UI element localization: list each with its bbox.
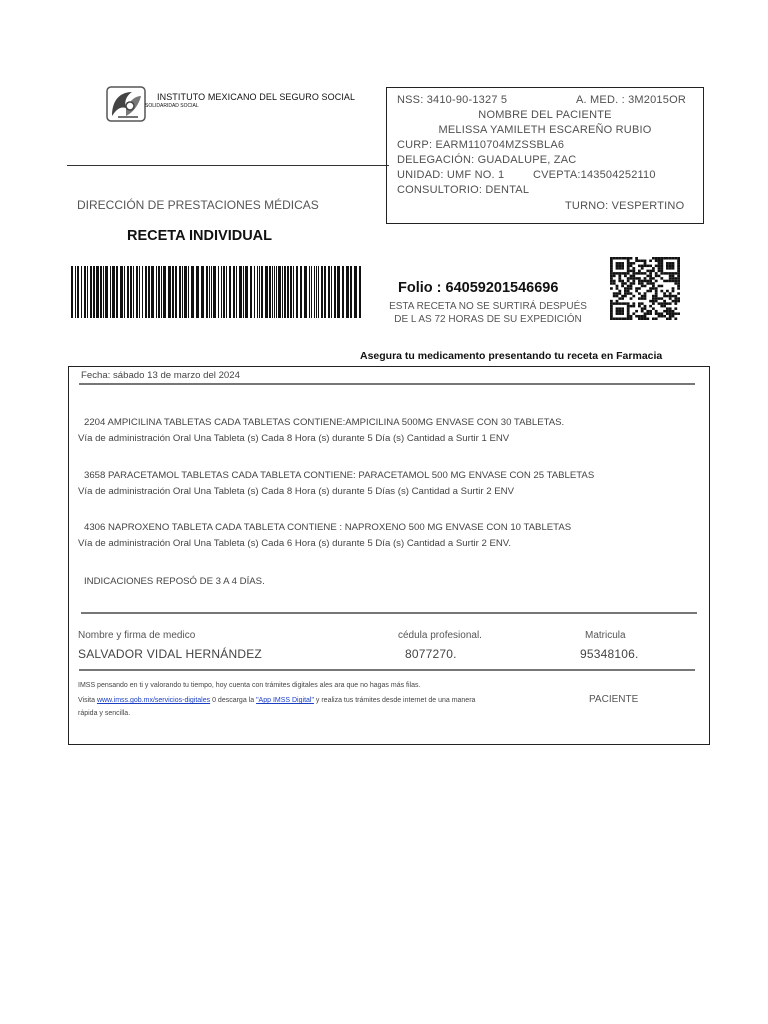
nss-field: NSS: 3410-90-1327 5 — [397, 94, 508, 106]
cedula-value: 8077270. — [405, 647, 457, 661]
unidad-field: UNIDAD: UMF NO. 1 — [397, 169, 505, 181]
prescription-date: Fecha: sábado 13 de marzo del 2024 — [81, 370, 240, 381]
body-divider — [81, 612, 697, 614]
a-med-field: A. MED. : 3M2015OR — [576, 94, 686, 106]
cvepta-field: CVEPTA:143504252110 — [533, 169, 656, 181]
signature-divider — [79, 669, 695, 671]
med-item-3-line2: Vía de administración Oral Una Tableta (s) Cada 6 Hora (s) durante 5 Día (s) Cantidad a Surtir 2 ENV. — [78, 538, 511, 549]
direccion-heading: DIRECCIÓN DE PRESTACIONES MÉDICAS — [77, 198, 319, 212]
page-title: RECETA INDIVIDUAL — [127, 228, 272, 244]
imss-services-link[interactable]: www.imss.gob.mx/servicios-digitales — [96, 697, 211, 704]
prescription-box — [68, 366, 710, 745]
date-divider — [79, 383, 695, 385]
matricula-label: Matricula — [585, 630, 626, 641]
matricula-value: 95348106. — [580, 647, 639, 661]
header-divider — [67, 165, 389, 166]
indications: INDICACIONES REPOSÓ DE 3 A 4 DÍAS. — [84, 576, 265, 587]
med-item-3-line1: 4306 NAPROXENO TABLETA CADA TABLETA CONTIENE : NAPROXENO 500 MG ENVASE CON 10 TABLETAS — [84, 522, 572, 533]
qr-code — [610, 257, 680, 320]
doctor-label: Nombre y firma de medico — [78, 630, 196, 641]
footer-rest-text: y realiza tus trámites desde internet de una manera — [313, 697, 476, 704]
footer-line2 — [78, 697, 475, 704]
expiry-warning-line1: ESTA RECETA NO SE SURTIRÁ DESPUÉS — [389, 301, 587, 312]
cedula-label: cédula profesional. — [398, 630, 482, 641]
med-item-2-line1: 3658 PARACETAMOL TABLETAS CADA TABLETA CONTIENE: PARACETAMOL 500 MG ENVASE CON 25 TABLETAS — [84, 470, 595, 481]
institution-subtitle: SOLIDARIDAD SOCIAL — [145, 103, 199, 109]
folio-number: Folio : 64059201546696 — [398, 280, 559, 296]
expiry-warning — [384, 300, 592, 326]
barcode — [71, 266, 363, 318]
expiry-warning-line2: DE L AS 72 HORAS DE SU EXPEDICIÓN — [394, 314, 582, 325]
pharmacy-notice: Asegura tu medicamento presentando tu receta en Farmacia — [360, 350, 663, 362]
consultorio-field: CONSULTORIO: DENTAL — [397, 184, 530, 196]
turno-field: TURNO: VESPERTINO — [565, 200, 685, 212]
institution-name: INSTITUTO MEXICANO DEL SEGURO SOCIAL — [157, 92, 356, 102]
patient-info-box — [386, 87, 704, 224]
patient-name: MELISSA YAMILETH ESCAREÑO RUBIO — [438, 124, 652, 136]
med-item-2-line2: Vía de administración Oral Una Tableta (s) Cada 8 Hora (s) durante 5 Días (s) Cantidad a Surtir 2 ENV — [78, 486, 514, 497]
app-imss-link[interactable]: "App IMSS Digital" — [256, 697, 314, 704]
med-item-1-line2: Vía de administración Oral Una Tableta (s) Cada 8 Hora (s) durante 5 Día (s) Cantidad a Surtir 1 ENV — [78, 433, 510, 444]
footer-visit-text: Visita — [78, 697, 97, 704]
med-item-1-line1: 2204 AMPICILINA TABLETAS CADA TABLETAS CONTIENE:AMPICILINA 500MG ENVASE CON 30 TABLETAS. — [84, 417, 565, 428]
footer-line3: rápida y sencilla. — [78, 710, 131, 717]
delegacion-field: DELEGACIÓN: GUADALUPE, ZAC — [397, 154, 577, 166]
copy-label: PACIENTE — [589, 694, 639, 705]
footer-mid-text: 0 descarga la — [210, 697, 257, 704]
imss-logo — [106, 86, 146, 122]
patient-name-label: NOMBRE DEL PACIENTE — [478, 109, 612, 121]
curp-field: CURP: EARM110704MZSSBLA6 — [397, 139, 565, 151]
doctor-name: SALVADOR VIDAL HERNÁNDEZ — [78, 647, 262, 661]
footer-line1: IMSS pensando en ti y valorando tu tiempo, hoy cuenta con trámites digitales ales ara que no hagas más filas. — [78, 682, 421, 689]
